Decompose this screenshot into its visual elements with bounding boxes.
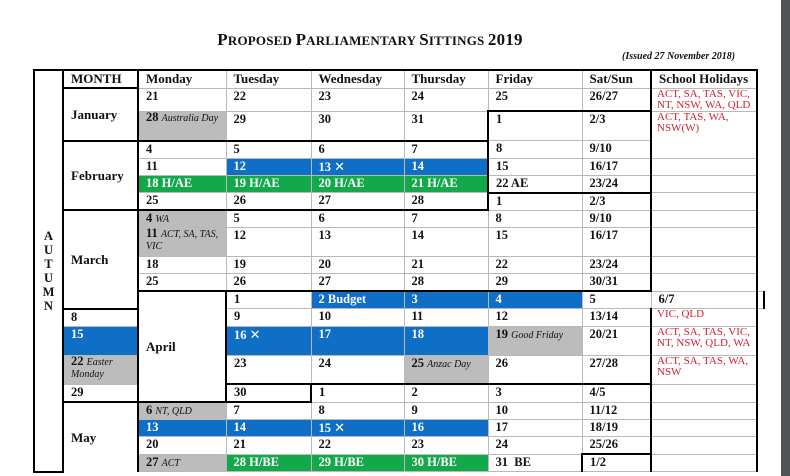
header-wednesday: Wednesday <box>311 70 404 88</box>
table-row <box>34 175 764 193</box>
day-cell: 2/3 <box>582 193 651 211</box>
day-cell: 31 <box>404 111 488 141</box>
sitting-day-cell: 13 <box>138 420 226 437</box>
table-row <box>34 274 764 292</box>
day-cell: 11/12 <box>582 402 651 420</box>
day-cell: 2/3 <box>582 111 651 141</box>
estimates-day-cell: 20 H/AE <box>311 175 404 193</box>
header-row <box>34 70 764 88</box>
day-cell: 22 <box>311 437 404 455</box>
day-cell: 30 <box>226 384 311 402</box>
sitting-day-cell: 17 <box>311 326 404 355</box>
table-row <box>34 158 764 175</box>
sitting-day-cell: 16 <box>404 420 488 437</box>
day-cell: 1 <box>311 384 404 402</box>
sitting-day-cell: 14 <box>404 158 488 175</box>
school-holidays-cell: ACT, SA, TAS, VIC, NT, NSW, WA, QLD <box>651 88 757 111</box>
school-holidays-cell <box>651 175 757 193</box>
school-holidays-cell <box>651 384 757 402</box>
estimates-day-cell: 19 H/AE <box>226 175 311 193</box>
day-cell: 20 <box>138 437 226 455</box>
public-holiday-cell: 4 WA <box>138 210 226 228</box>
sitting-day-cell: 3 <box>404 291 488 309</box>
school-holidays-cell <box>651 193 757 211</box>
day-cell: 30 <box>311 111 404 141</box>
day-cell: 4/5 <box>582 384 651 402</box>
day-cell: 27 <box>311 193 404 211</box>
day-cell: 5 <box>226 141 311 159</box>
day-cell: 3 <box>488 384 582 402</box>
day-cell: 1 <box>488 193 582 211</box>
day-cell: 21 <box>226 437 311 455</box>
school-holidays-cell <box>651 274 757 292</box>
header-friday: Friday <box>488 70 582 88</box>
public-holiday-cell: 27 ACT <box>138 454 226 472</box>
table-row <box>34 257 764 274</box>
day-cell: 24 <box>404 88 488 111</box>
estimates-day-cell: 21 H/AE <box>404 175 488 193</box>
table-row <box>34 228 764 257</box>
header-thursday: Thursday <box>404 70 488 88</box>
day-cell: 23 <box>311 88 404 111</box>
day-cell: 21 <box>404 257 488 274</box>
day-cell: 7 <box>404 210 488 228</box>
day-cell: 22 AE <box>488 175 582 193</box>
month-may: May <box>63 402 138 472</box>
table-row <box>34 420 764 437</box>
month-january: January <box>63 88 138 141</box>
day-cell: 10 <box>311 309 404 327</box>
day-cell: 28 <box>404 193 488 211</box>
day-cell: 6 <box>311 210 404 228</box>
day-cell: 27/28 <box>582 355 651 384</box>
school-holidays-cell: ACT, SA, TAS, VIC, NT, NSW, QLD, WA <box>651 326 757 355</box>
scissors-icon: ✕ <box>334 158 346 174</box>
day-cell: 1 <box>488 111 582 141</box>
day-cell: 9/10 <box>582 210 651 228</box>
table-row <box>34 111 764 141</box>
day-cell: 15 <box>488 228 582 257</box>
sitting-day-cell: 12 <box>226 158 311 175</box>
header-monday: Monday <box>138 70 226 88</box>
table-row <box>34 454 764 472</box>
day-cell: 8 <box>311 402 404 420</box>
public-holiday-cell: 28 Australia Day <box>138 111 226 141</box>
day-cell: 17 <box>488 420 582 437</box>
day-cell: 25/26 <box>582 437 651 455</box>
month-april: April <box>138 291 226 402</box>
day-cell: 9 <box>226 309 311 327</box>
day-cell: 18/19 <box>582 420 651 437</box>
document-title: PROPOSED PARLIAMENTARY SITTINGS 2019 <box>217 30 523 49</box>
day-cell: 5 <box>582 291 651 309</box>
day-cell: 8 <box>488 141 582 159</box>
school-holidays-cell <box>651 420 757 437</box>
day-cell: 23 <box>226 355 311 384</box>
day-cell: 28 <box>404 274 488 292</box>
day-cell: 26 <box>488 355 582 384</box>
day-cell: 1 <box>226 291 311 309</box>
day-cell: 26 <box>226 193 311 211</box>
day-cell: 8 <box>63 309 138 327</box>
sitting-day-cell: 15 <box>63 326 138 355</box>
day-cell: 6/7 <box>651 291 757 309</box>
day-cell: 5 <box>226 210 311 228</box>
table-row <box>34 193 764 211</box>
school-holidays-cell: VIC, QLD <box>651 309 757 327</box>
school-holidays-cell <box>651 257 757 274</box>
sittings-table <box>33 69 765 473</box>
month-february: February <box>63 141 138 211</box>
header-month: MONTH <box>63 70 138 88</box>
day-cell: 20 <box>311 257 404 274</box>
day-cell: 4 <box>138 141 226 159</box>
day-cell: 29 <box>226 111 311 141</box>
day-cell: 22 <box>226 88 311 111</box>
day-cell: 25 <box>138 274 226 292</box>
day-cell: 13/14 <box>582 309 651 327</box>
sitting-day-cell: 2 Budget <box>311 291 404 309</box>
school-holidays-cell <box>757 291 764 309</box>
day-cell: 23/24 <box>582 257 651 274</box>
school-holidays-cell <box>651 210 757 228</box>
day-cell: 20/21 <box>582 326 651 355</box>
day-cell: 2 <box>404 384 488 402</box>
public-holiday-cell: 6 NT, QLD <box>138 402 226 420</box>
sitting-day-cell: 18 <box>404 326 488 355</box>
sitting-day-cell: 4 <box>488 291 582 309</box>
school-holidays-cell <box>651 454 757 472</box>
day-cell: 7 <box>226 402 311 420</box>
day-cell: 11 <box>404 309 488 327</box>
table-row <box>34 402 764 420</box>
sitting-day-cell: 14 <box>226 420 311 437</box>
scissors-icon: ✕ <box>334 420 346 435</box>
day-cell: 31 BE <box>488 454 582 472</box>
sitting-day-cell: 16 ✕ <box>226 326 311 355</box>
issued-date: (Issued 27 November 2018) <box>622 51 736 62</box>
day-cell: 12 <box>488 309 582 327</box>
estimates-day-cell: 18 H/AE <box>138 175 226 193</box>
day-cell: 24 <box>311 355 404 384</box>
day-cell: 19 <box>226 257 311 274</box>
sitting-day-cell: 13 ✕ <box>311 158 404 175</box>
estimates-day-cell: 30 H/BE <box>404 454 488 472</box>
estimates-day-cell: 28 H/BE <box>226 454 311 472</box>
table-row <box>34 437 764 455</box>
day-cell: 21 <box>138 88 226 111</box>
school-holidays-cell <box>651 228 757 257</box>
estimates-day-cell: 29 H/BE <box>311 454 404 472</box>
day-cell: 12 <box>226 228 311 257</box>
viewer-scrollbar[interactable] <box>781 0 790 476</box>
day-cell: 29 <box>488 274 582 292</box>
day-cell: 26/27 <box>582 88 651 111</box>
public-holiday-cell: 11 ACT, SA, TAS, VIC <box>138 228 226 257</box>
season-label: A U T U M N <box>34 70 63 472</box>
header-tuesday: Tuesday <box>226 70 311 88</box>
day-cell: 1/2 <box>582 454 651 472</box>
day-cell: 22 <box>488 257 582 274</box>
scissors-icon: ✕ <box>249 326 261 342</box>
day-cell: 23 <box>404 437 488 455</box>
day-cell: 7 <box>404 141 488 159</box>
month-march: March <box>63 210 138 309</box>
school-holidays-cell: ACT, TAS, WA, NSW(W) <box>651 111 757 158</box>
day-cell: 23/24 <box>582 175 651 193</box>
day-cell: 6 <box>311 141 404 159</box>
day-cell: 18 <box>138 257 226 274</box>
school-holidays-cell: ACT, SA, TAS, WA, NSW <box>651 355 757 384</box>
day-cell: 8 <box>488 210 582 228</box>
day-cell: 27 <box>311 274 404 292</box>
table-row <box>34 88 764 111</box>
sitting-day-cell: 15 ✕ <box>311 420 404 437</box>
day-cell: 9/10 <box>582 141 651 159</box>
day-cell: 30/31 <box>582 274 651 292</box>
day-cell: 11 <box>138 158 226 175</box>
day-cell: 15 <box>488 158 582 175</box>
day-cell: 25 <box>138 193 226 211</box>
day-cell: 29 <box>63 384 138 402</box>
day-cell: 25 <box>488 88 582 111</box>
public-holiday-cell: 25 Anzac Day <box>404 355 488 384</box>
table-row <box>34 291 764 309</box>
header-school-holidays: School Holidays <box>651 70 757 88</box>
day-cell: 10 <box>488 402 582 420</box>
day-cell: 9 <box>404 402 488 420</box>
day-cell: 16/17 <box>582 158 651 175</box>
day-cell: 14 <box>404 228 488 257</box>
day-cell: 16/17 <box>582 228 651 257</box>
school-holidays-cell <box>651 402 757 420</box>
day-cell: 13 <box>311 228 404 257</box>
school-holidays-cell <box>651 437 757 455</box>
school-holidays-cell <box>651 158 757 175</box>
header-satsun: Sat/Sun <box>582 70 651 88</box>
table-row <box>34 210 764 228</box>
day-cell: 26 <box>226 274 311 292</box>
public-holiday-cell: 22 Easter Monday <box>63 355 138 384</box>
public-holiday-cell: 19 Good Friday <box>488 326 582 355</box>
day-cell: 24 <box>488 437 582 455</box>
